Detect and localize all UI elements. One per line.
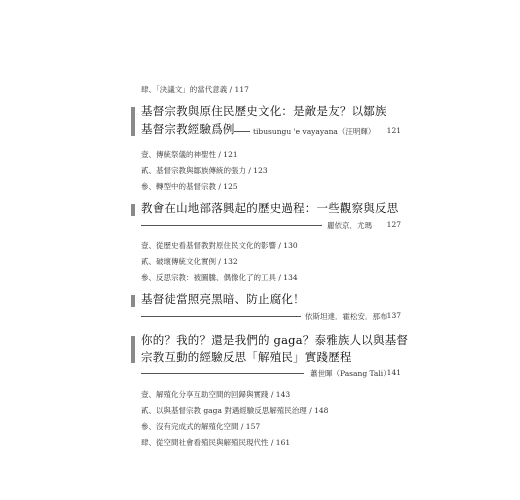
chapter-author: tibusungu 'e vayayana（汪明輝） xyxy=(253,127,376,136)
chapter-page: 141 xyxy=(386,368,401,377)
chapter-author: 麗依京．尤瑪 xyxy=(327,221,372,230)
chapter-marker xyxy=(131,107,135,136)
chapter-marker xyxy=(131,295,135,307)
toc-subitem: 壹、傳統祭儀的神聖性 / 121 xyxy=(141,150,238,159)
leader-rule xyxy=(141,225,322,226)
chapter-page: 127 xyxy=(386,220,401,229)
toc-subitem: 壹、解殖化分享互助空間的回歸與實踐 / 143 xyxy=(141,390,291,399)
chapter-author: 蕭世暉（Pasang Tali） xyxy=(310,369,391,378)
toc-subitem: 貳、破壞傳統文化實例 / 132 xyxy=(141,257,238,266)
toc-subitem: 貳、以與基督宗教 gaga 對遇經驗反思解殖民治理 / 148 xyxy=(141,406,329,415)
chapter-marker xyxy=(131,204,135,216)
leader-rule xyxy=(234,131,250,132)
chapter-title: 基督宗教與原住民歷史文化：是敵是友？以鄒族 xyxy=(141,104,387,118)
leader-rule xyxy=(141,373,304,374)
toc-subitem: 壹、從歷史看基督教對原住民文化的影響 / 130 xyxy=(141,241,298,250)
toc-subitem: 參、轉型中的基督宗教 / 125 xyxy=(141,182,238,191)
chapter-marker xyxy=(131,336,135,363)
chapter-title: 基督宗教經驗爲例 xyxy=(141,122,235,136)
chapter-title: 你的？我的？還是我們的 gaga？泰雅族人以與基督 xyxy=(141,333,409,347)
chapter-title: 教會在山地部落興起的歷史過程：一些觀察與反思 xyxy=(141,201,399,215)
toc-subitem: 參、沒有完成式的解殖化空間 / 157 xyxy=(141,422,261,431)
chapter-page: 121 xyxy=(386,126,401,135)
chapter-title: 宗教互動的經驗反思「解殖民」實踐歷程 xyxy=(141,350,352,364)
chapter-author: 依斯坦達．霍松安．那布 xyxy=(305,312,388,321)
toc-subitem: 肆、從空間社會看殖民與解殖民現代性 / 161 xyxy=(141,438,291,447)
toc-subitem: 參、反思宗教：被圖騰、偶像化了的工具 / 134 xyxy=(141,273,298,282)
toc-subitem: 貳、基督宗教與鄒族傳統的張力 / 123 xyxy=(141,166,268,175)
chapter-title: 基督徒當照亮黑暗、防止腐化！ xyxy=(141,292,305,306)
toc-subitem: 肆、「決議文」的當代意義 / 117 xyxy=(141,85,249,94)
leader-rule xyxy=(141,316,301,317)
chapter-page: 137 xyxy=(386,311,401,320)
